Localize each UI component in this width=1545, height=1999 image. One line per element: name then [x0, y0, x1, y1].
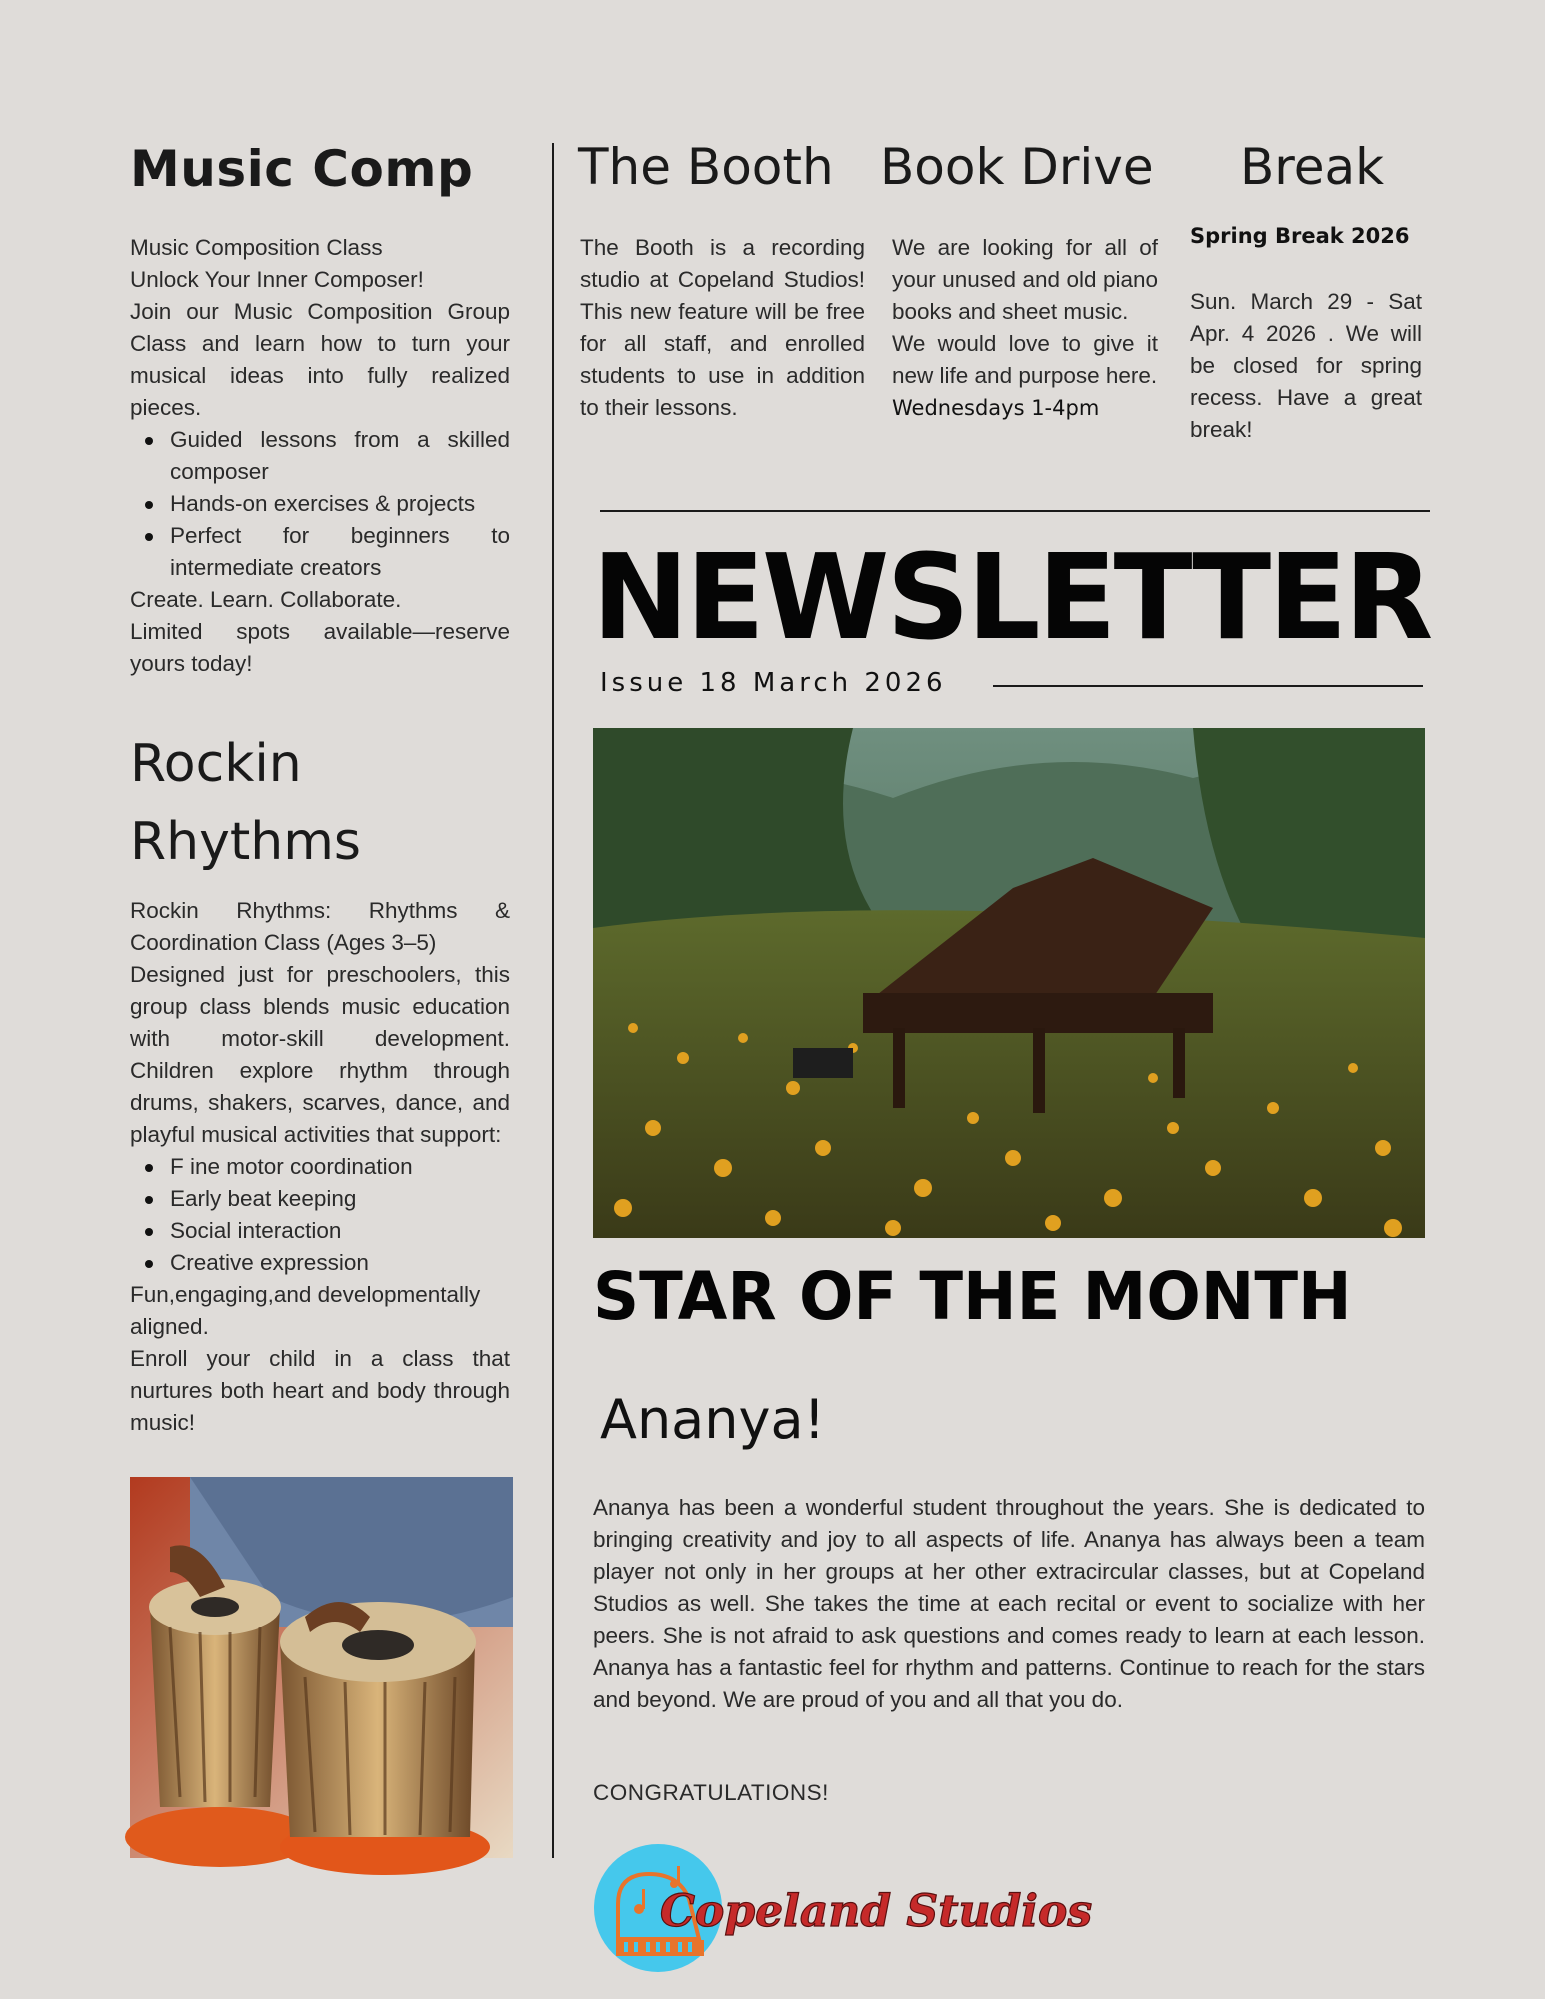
music-comp-bullets [130, 424, 510, 584]
copeland-studios-logo [594, 1844, 1093, 1974]
music-comp-body [130, 232, 510, 680]
list-item: F ine motor coordination [170, 1151, 510, 1183]
book-drive-text: We are looking for all of your unused and old piano books and sheet music. [892, 235, 1158, 324]
the-booth-title: The Booth [578, 138, 834, 196]
rockin-line: Fun,engaging,and developmentally aligned. [130, 1282, 481, 1339]
book-drive-hours: Wednesdays 1-4pm [892, 396, 1100, 420]
list-item: Guided lessons from a skilled composer [170, 424, 510, 488]
book-drive-title: Book Drive [880, 138, 1154, 196]
rockin-line: Enroll your child in a class that nurtures both heart and body through music! [130, 1346, 510, 1435]
rockin-title-line: Rockin [130, 734, 302, 794]
piano-field-photo [593, 728, 1425, 1238]
music-comp-title: Music Comp [130, 140, 474, 198]
rockin-line: Rockin Rhythms: Rhythms & Coordination Class (Ages 3–5) [130, 898, 510, 955]
list-item: Early beat keeping [170, 1183, 510, 1215]
newsletter-title: NEWSLETTER [592, 528, 1431, 666]
music-comp-line: Limited spots available—reserve yours today! [130, 619, 510, 676]
star-student-text: Ananya has been a wonderful student throughout the years. She is dedicated to bringing creativity and joy to all aspects of life. Ananya has always been a team player not only in her groups at her other extracircular classes, but at Copeland Studios as well. She takes the time at each recital or event to socialize with her peers. She is not afraid to ask questions and comes ready to learn at each lesson. Ananya has a fantastic feel for rhythm and patterns. Continue to reach for the stars and beyond. We are proud of you and all that you do. [593, 1495, 1425, 1712]
spring-break-subtitle: Spring Break 2026 [1190, 224, 1410, 248]
the-booth-text: The Booth is a recording studio at Copeland Studios! This new feature will be free for all staff, and enrolled students to use in addition to their lessons. [580, 235, 865, 420]
music-comp-line: Music Composition Class [130, 235, 383, 260]
column-divider [552, 143, 554, 1858]
list-item: Hands-on exercises & projects [170, 488, 510, 520]
book-drive-body [892, 232, 1158, 424]
book-drive-text: We would love to give it new life and purpose here. [892, 331, 1158, 388]
congratulations-text: CONGRATULATIONS! [593, 1780, 829, 1805]
rockin-rhythms-title [130, 725, 510, 881]
tabla-drums-photo [130, 1477, 513, 1858]
star-student-name: Ananya! [600, 1388, 826, 1451]
masthead-rule-top [600, 510, 1430, 512]
list-item: Creative expression [170, 1247, 510, 1279]
logo-text: Copeland Studios [660, 1886, 1093, 1937]
list-item: Perfect for beginners to intermediate creators [170, 520, 510, 584]
rockin-line: Designed just for preschoolers, this group class blends music education with motor-skill development. Children explore rhythm through drums, shakers, scarves, dance, and playful musical activities that support: [130, 962, 510, 1147]
break-title: Break [1240, 138, 1385, 196]
rockin-title-line: Rhythms [130, 812, 361, 872]
rockin-rhythms-body [130, 895, 510, 1439]
music-comp-line: Unlock Your Inner Composer! [130, 267, 424, 292]
rockin-bullets [130, 1151, 510, 1279]
issue-label: Issue 18 March 2026 [600, 668, 947, 698]
break-text: Sun. March 29 - Sat Apr. 4 2026 . We will be closed for spring recess. Have a great break! [1190, 289, 1422, 442]
star-of-the-month-heading: STAR OF THE MONTH [593, 1258, 1352, 1335]
music-comp-line: Join our Music Composition Group Class and learn how to turn your musical ideas into fully realized pieces. [130, 299, 510, 420]
masthead-rule-bottom [993, 685, 1423, 687]
music-comp-line: Create. Learn. Collaborate. [130, 587, 402, 612]
list-item: Social interaction [170, 1215, 510, 1247]
